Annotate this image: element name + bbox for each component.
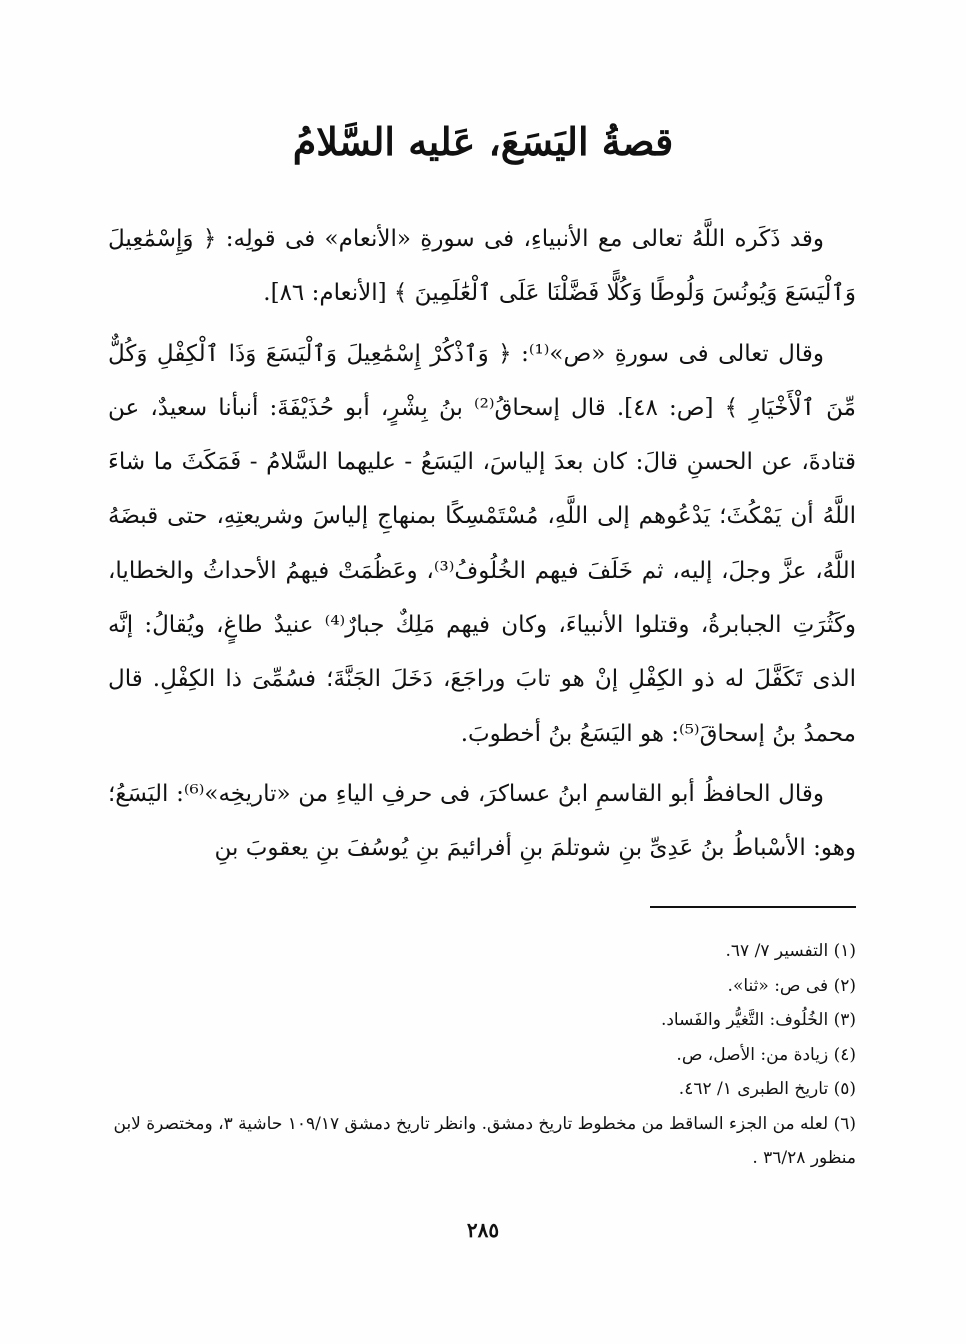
footnote-5: (٥) تاريخ الطبرى ١/ ٤٦٢. xyxy=(678,1079,856,1099)
main-text xyxy=(108,212,856,882)
page-number: ٢٨٥ xyxy=(466,1218,500,1242)
footnotes-list xyxy=(108,934,856,1176)
footnote-1: (١) التفسير ٧/ ٦٧. xyxy=(725,941,856,961)
footnote-4: (٤) زيادة من: الأصل، ص. xyxy=(676,1044,856,1065)
footnote-divider xyxy=(650,906,856,908)
chapter-title: قصةُ اليَسَعَ، عَليه السَّلامُ xyxy=(292,119,674,164)
footnote-2: (٢) فى ص: «ثنا». xyxy=(727,975,856,996)
footnote-3: (٣) الخُلُوف: التَّغيُّر والفَساد. xyxy=(660,1010,856,1030)
paragraph-2: وقال تعالى فى سورةِ «ص»⁽¹⁾: ﴿ وَٱذْكُرْ إِسْمَٰعِيلَ وَٱلْيَسَعَ وَذَا ٱلْكِفْلِ وَكُلٌّ مِّنَ ٱلْأَخْيَارِ ﴾ [ص: ٤٨]. قال إسحاقُ⁽²⁾ بنُ بِشْرٍ، أبو حُذَيْفَةَ: أنبأنا سعيدٌ، عن قتادةَ، عن الحسنِ قالَ: كان بعدَ إلياسَ، اليَسَعُ - عليهما السَّلامُ - فَمَكَثَ ما شاءَ اللَّهُ أن يَمْكُثَ؛ يَدْعُوهم إلى اللَّهِ، مُسْتَمْسِكًا بمنهاجِ إلياسَ وشريعتِهِ، حتى قبضَهُ اللَّهُ، عزَّ وجلَ، إليه، ثم خَلَفَ فيهم الخُلُوفُ⁽³⁾، وعَظُمَتْ فيهمُ الأحداثُ والخطايا، وكَثُرَتِ الجبابرةُ، وقتلوا الأنبياءَ، وكان فيهم مَلِكٌ جبارٌ⁽⁴⁾ عنيدٌ طاغٍ، ويُقالُ: إنَّه الذى تَكَفَّلَ له ذو الكِفْلِ إنْ هو تابَ وراجَعَ، دَخَلَ الجَنَّةَ؛ فسُمِّىَ ذا الكِفْلِ. قال محمدُ بنُ إسحاقَ⁽⁵⁾: هو اليَسَعُ بنُ أخطوبَ. xyxy=(108,340,857,747)
paragraph-1: وقد ذَكَره اللَّهُ تعالى مع الأنبياءِ، فى سورةِ «الأنعام» فى قولِه: ﴿ وَإِسْمَٰعِيلَ وَٱلْيَسَعَ وَيُونُسَ وَلُوطًا وَكُلًّا فَضَّلْنَا عَلَى ٱلْعَٰلَمِينَ ﴾ [الأنعام: ٨٦]. xyxy=(108,226,856,307)
footnote-6: (٦) لعله من الجزء الساقط من مخطوط تاريخ دمشق. وانظر تاريخ دمشق ١٠٩/١٧ حاشية ٣، ومختصرة لابن منظور ٣٦/٢٨ . xyxy=(113,1113,856,1168)
paragraph-3: وقال الحافظُ أبو القاسمِ ابنُ عساكرَ، فى حرفِ الياءِ من «تاريخِه»⁽⁶⁾: اليَسَعُ؛ وهو: الأسْباطُ بنُ عَدِىِّ بنِ شوتلمَ بنِ أفرائيمَ بنِ يُوسُفَ بنِ يعقوبَ بنِ xyxy=(108,780,856,862)
